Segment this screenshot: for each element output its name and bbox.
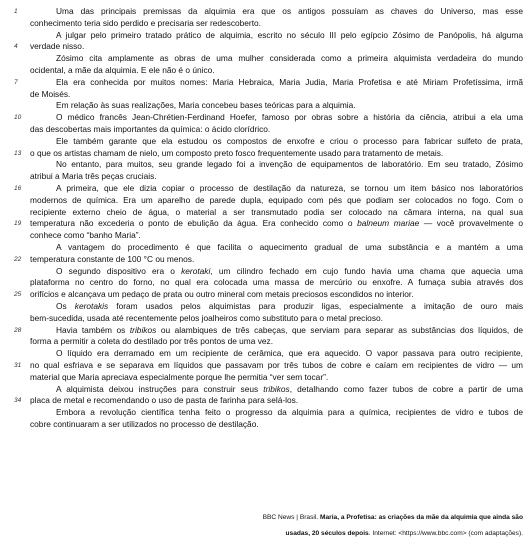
text-line: [0, 6, 531, 18]
text-line: [0, 266, 531, 278]
line-text: O líquido era derramado em um recipiente de cerâmica, que era aquecido. O vapor passava para outro recipiente,: [56, 348, 523, 359]
text-line: [0, 183, 531, 195]
line-text: material que Maria apreciava especialmente porque lhe permitia “ver sem tocar”.: [30, 371, 329, 382]
text-line: [0, 277, 531, 289]
text-line: [0, 77, 531, 89]
source-citation-line2: [143, 528, 523, 540]
line-text: verdade nisso.: [30, 41, 85, 52]
line-number: 19: [14, 220, 22, 228]
line-text: No entanto, para muitos, seu grande legado foi a invenção de equipamentos de laboratório. Em seu tratado, Zósimo: [56, 159, 523, 170]
line-text: O médico francês Jean-Chrétien-Ferdinand Hoefer, famoso por obras sobre a história da ciência, atribui a ela uma: [56, 112, 523, 123]
line-number: 22: [14, 255, 22, 263]
text-line: [0, 395, 531, 407]
line-text: das descobertas mais importantes da química: o ácido clorídrico.: [30, 123, 271, 134]
line-number: 31: [14, 361, 22, 369]
line-text: Ela era conhecida por muitos nomes: Maria Hebraica, Maria Judia, Maria Profetisa e até Miriam Profetíssima, irmã: [56, 76, 523, 87]
text-line: [0, 419, 531, 431]
text-line: [0, 325, 531, 337]
line-text: Zósimo cita amplamente as obras de uma mulher considerada como a primeira alquimista verdadeira do mundo: [56, 53, 523, 64]
line-text: modernos de química. Era um aparelho de parede dupla, equipado com pés que podiam ser colocados no fogo. Com o: [30, 194, 523, 205]
line-text: bem-sucedida, usada até recentemente pelos joalheiros como substituto para o metal precioso.: [30, 312, 383, 323]
text-line: [0, 242, 531, 254]
line-text: plataforma no centro do forno, no qual era colocada uma massa de mercúrio ou enxofre. A fumaça subia através dos: [30, 277, 523, 288]
text-line: [0, 195, 531, 207]
text-line: [0, 41, 531, 53]
line-text: forma a permitir a coleta do destilado por três pontos de uma vez.: [30, 336, 274, 347]
line-number: 7: [14, 78, 18, 86]
text-line: [0, 230, 531, 242]
line-number: 34: [14, 397, 22, 405]
text-line: [0, 100, 531, 112]
text-line: [0, 65, 531, 77]
text-line: [0, 148, 531, 160]
text-line: [0, 207, 531, 219]
line-text: Embora a revolução científica tenha feito o progresso da alquimia para a química, recipientes de vidro e tubos de: [56, 407, 523, 418]
text-line: [0, 407, 531, 419]
line-text: o que os artistas chamam de nielo, um composto preto fosco frequentemente usado para tratamento de metais.: [30, 147, 444, 158]
text-line: [0, 89, 531, 101]
text-line: [0, 171, 531, 183]
line-number: 10: [14, 114, 22, 122]
text-line: [0, 254, 531, 266]
line-text: placa de metal e recomendando o uso de pasta de farinha para selá-los.: [30, 395, 299, 406]
text-line: [0, 301, 531, 313]
line-number: 13: [14, 149, 22, 157]
document-body: [0, 6, 531, 431]
line-text: cobre continuaram a ser utilizados no processo de destilação.: [30, 418, 259, 429]
text-line: [0, 372, 531, 384]
text-line: [0, 313, 531, 325]
line-text: Ele também garante que ela estudou os compostos de enxofre e criou o processo para fabricar sulfeto de prata,: [56, 135, 523, 146]
line-number: 28: [14, 326, 22, 334]
line-number: 25: [14, 291, 22, 299]
line-text: de Moisés.: [30, 88, 71, 99]
text-line: [0, 124, 531, 136]
text-line: [0, 30, 531, 42]
line-text: conhece como “banho Maria”.: [30, 230, 141, 241]
line-text: temperatura não excederia o ponto de ebulição da água. Era conhecido como o balneum mariae — você provavelmente o: [30, 218, 523, 229]
text-line: [0, 218, 531, 230]
citation-url: . Internet: <https://www.bbc.com> (com adaptações).: [368, 530, 523, 537]
citation-title-end: usadas, 20 séculos depois: [285, 530, 369, 537]
line-text: Uma das principais premissas da alquimia era que os antigos possuíam as chaves do Universo, mas esse: [56, 6, 523, 16]
line-number: 4: [14, 43, 18, 51]
text-line: [0, 18, 531, 30]
line-text: orifícios e alcançava um pedaço de prata ou outro mineral com metais preciosos escondidos no interior.: [30, 289, 414, 300]
line-text: atribui a Maria três peças cruciais.: [30, 171, 157, 182]
line-text: Havia também os tribikos ou alambiques de três cabeças, que serviam para separar as substâncias dos líquidos, de: [56, 324, 523, 335]
citation-title: Maria, a Profetisa: as criações da mãe da alquimia que ainda são: [319, 514, 523, 521]
line-text: conhecimento teria sido perdido e precisaria ser redescoberto.: [30, 17, 261, 28]
line-text: A vantagem do procedimento é que facilita o aquecimento gradual de uma substância e a mantém a uma: [56, 241, 523, 252]
line-text: ocidental, a mãe da alquimia. E ele não é o único.: [30, 64, 215, 75]
line-text: A julgar pelo primeiro tratado prático de alquimia, escrito no século III pelo egípcio Zósimo de Panópolis, há alguma: [56, 29, 523, 40]
source-citation: [143, 512, 523, 524]
line-text: temperatura constante de 100 °C ou menos.: [30, 253, 195, 264]
line-text: no qual esfriava e se separava em líquidos que passavam por três tubos de cobre e caíam em recipientes de vidro — um: [30, 359, 523, 370]
line-text: A primeira, que ele dizia copiar o processo de destilação da natureza, se tornou um item básico nos laboratórios: [56, 182, 523, 193]
text-line: [0, 112, 531, 124]
text-line: [0, 336, 531, 348]
line-text: O segundo dispositivo era o kerotaki, um cilindro fechado em cujo fundo havia uma chama que aquecia uma: [56, 265, 523, 276]
text-line: [0, 384, 531, 396]
text-line: [0, 348, 531, 360]
text-line: [0, 159, 531, 171]
text-line: [0, 289, 531, 301]
text-line: [0, 360, 531, 372]
line-text: A alquimista deixou instruções para construir seus tribikos, detalhando como fazer tubos de cobre a partir de uma: [56, 383, 523, 394]
text-line: [0, 136, 531, 148]
line-text: Em relação às suas realizações, Maria concebeu bases teóricas para a alquimia.: [56, 100, 356, 111]
line-text: recipiente externo cheio de água, o material a ser transmutado podia ser colocado na câmara interna, na qual sua: [30, 206, 523, 217]
text-line: [0, 53, 531, 65]
line-text: Os kerotakis foram usados pelos alquimistas para produzir ligas, especialmente a imitação de ouro mais: [56, 300, 523, 311]
citation-publisher: BBC News | Brasil.: [262, 514, 320, 521]
line-number: 16: [14, 184, 22, 192]
line-number: 1: [14, 8, 18, 15]
